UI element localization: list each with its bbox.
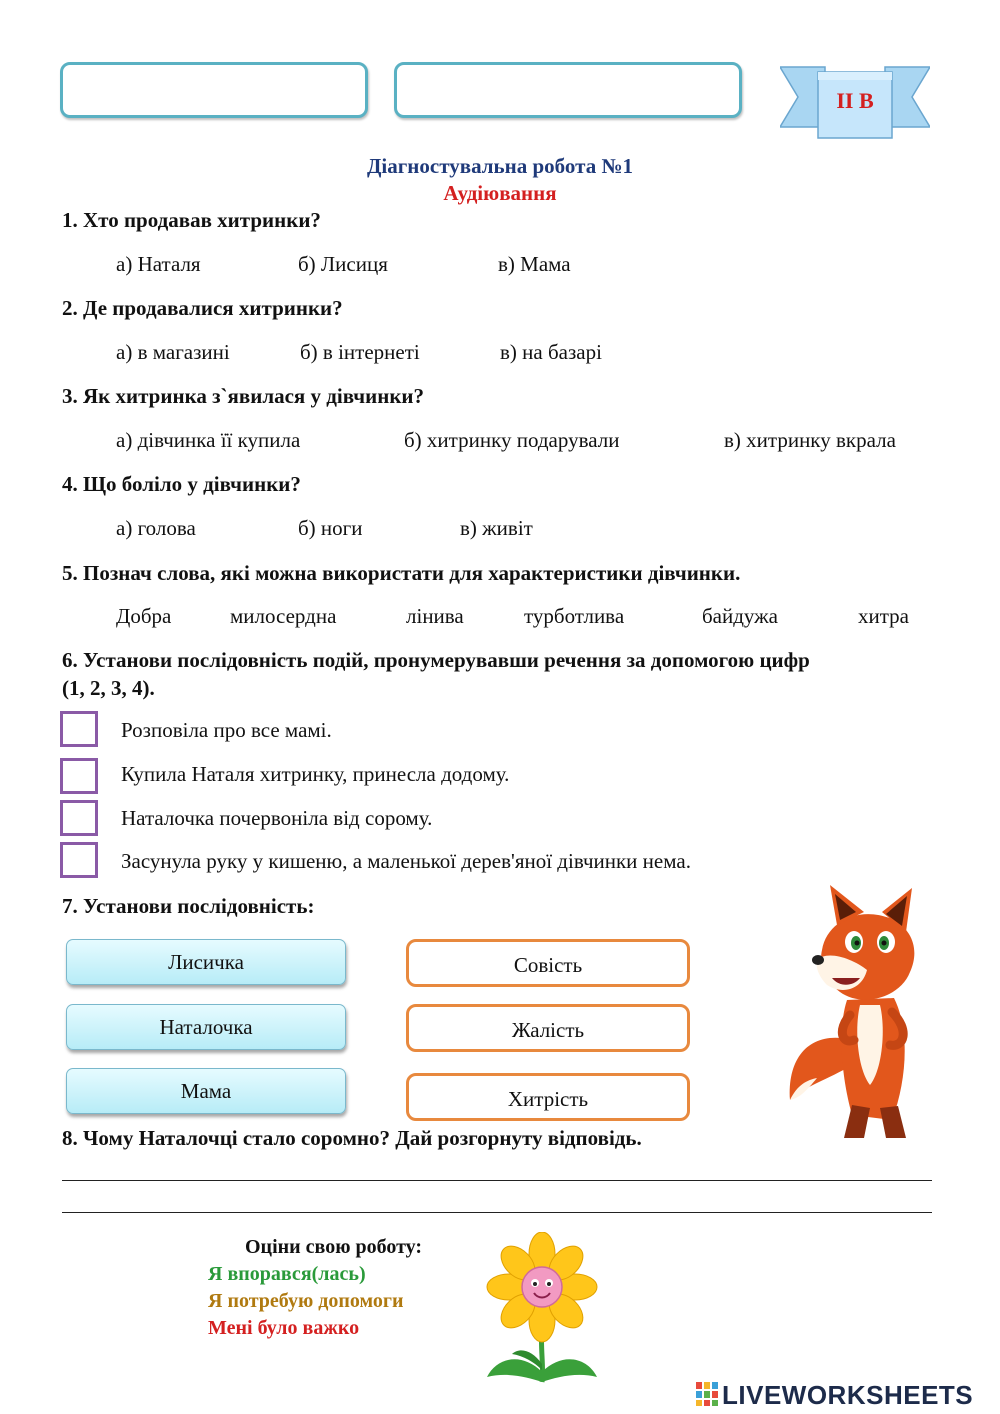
sequence-input-3[interactable] [60, 800, 98, 836]
question-1: 1. Хто продавав хитринки? [62, 208, 321, 232]
match-left-3[interactable]: Мама [66, 1068, 346, 1114]
sequence-input-2[interactable] [60, 758, 98, 794]
q1-option-a[interactable]: а) Наталя [116, 252, 201, 276]
fox-icon [782, 880, 942, 1145]
class-badge [780, 62, 930, 142]
match-left-1[interactable]: Лисичка [66, 939, 346, 985]
q3-option-b[interactable]: б) хитринку подарували [404, 428, 620, 452]
flower-icon [482, 1232, 602, 1390]
class-input-box[interactable] [394, 62, 742, 118]
match-right-2[interactable]: Жалість [406, 1004, 690, 1052]
flower-illustration [482, 1232, 602, 1390]
q4-option-c[interactable]: в) живіт [460, 516, 533, 540]
question-6-line-1: 6. Установи послідовність подій, пронумерувавши речення за допомогою цифр [62, 648, 810, 672]
q5-word-1[interactable]: Добра [116, 604, 172, 628]
q1-option-b[interactable]: б) Лисиця [298, 252, 388, 276]
question-4: 4. Що боліло у дівчинки? [62, 472, 301, 496]
question-2: 2. Де продавалися хитринки? [62, 296, 343, 320]
page-title: Діагностувальна робота №1 [366, 154, 634, 178]
q5-word-6[interactable]: хитра [858, 604, 909, 628]
answer-line-1[interactable] [62, 1180, 932, 1181]
rating-ok[interactable]: Я впорався(лась) [208, 1263, 366, 1285]
liveworksheets-logo [696, 1380, 996, 1410]
q5-word-2[interactable]: милосердна [230, 604, 337, 628]
rating-help[interactable]: Я потребую допомоги [208, 1290, 404, 1312]
q4-option-b[interactable]: б) ноги [298, 516, 363, 540]
page-subtitle: Аудіювання [443, 181, 557, 205]
q2-option-c[interactable]: в) на базарі [500, 340, 602, 364]
question-3: 3. Як хитринка з`явилася у дівчинки? [62, 384, 425, 408]
question-5: 5. Познач слова, які можна використати для характеристики дівчинки. [62, 561, 741, 585]
match-right-3[interactable]: Хитрість [406, 1073, 690, 1121]
q2-option-a[interactable]: а) в магазині [116, 340, 230, 364]
q1-option-c[interactable]: в) Мама [498, 252, 571, 276]
class-badge-label: ІІ В [836, 88, 874, 113]
q5-word-5[interactable]: байдужа [702, 604, 778, 628]
sequence-item-1: Розповіла про все мамі. [121, 718, 332, 742]
q2-option-b[interactable]: б) в інтернеті [300, 340, 420, 364]
q5-word-4[interactable]: турботлива [524, 604, 625, 628]
fox-illustration [782, 880, 942, 1145]
q3-option-c[interactable]: в) хитринку вкрала [724, 428, 896, 452]
rating-title: Оціни свою роботу: [245, 1236, 423, 1258]
q4-option-a[interactable]: а) голова [116, 516, 196, 540]
sequence-input-1[interactable] [60, 711, 98, 747]
sequence-item-3: Наталочка почервоніла від сорому. [121, 806, 433, 830]
question-6-line-2: (1, 2, 3, 4). [62, 676, 155, 700]
match-left-2[interactable]: Наталочка [66, 1004, 346, 1050]
question-8: 8. Чому Наталочці стало соромно? Дай розгорнуту відповідь. [62, 1126, 642, 1150]
rating-hard[interactable]: Мені було важко [208, 1317, 360, 1339]
name-input-box[interactable] [60, 62, 368, 118]
sequence-item-4: Засунула руку у кишеню, а маленької дерев'яної дівчинки нема. [121, 849, 691, 873]
q5-word-3[interactable]: лінива [406, 604, 464, 628]
logo-text: LIVEWORKSHEETS [722, 1380, 974, 1410]
answer-line-2[interactable] [62, 1212, 932, 1213]
logo-icon [696, 1382, 718, 1406]
sequence-item-2: Купила Наталя хитринку, принесла додому. [121, 762, 510, 786]
q3-option-a[interactable]: а) дівчинка її купила [116, 428, 301, 452]
question-7: 7. Установи послідовність: [62, 894, 315, 918]
sequence-input-4[interactable] [60, 842, 98, 878]
match-right-1[interactable]: Совість [406, 939, 690, 987]
